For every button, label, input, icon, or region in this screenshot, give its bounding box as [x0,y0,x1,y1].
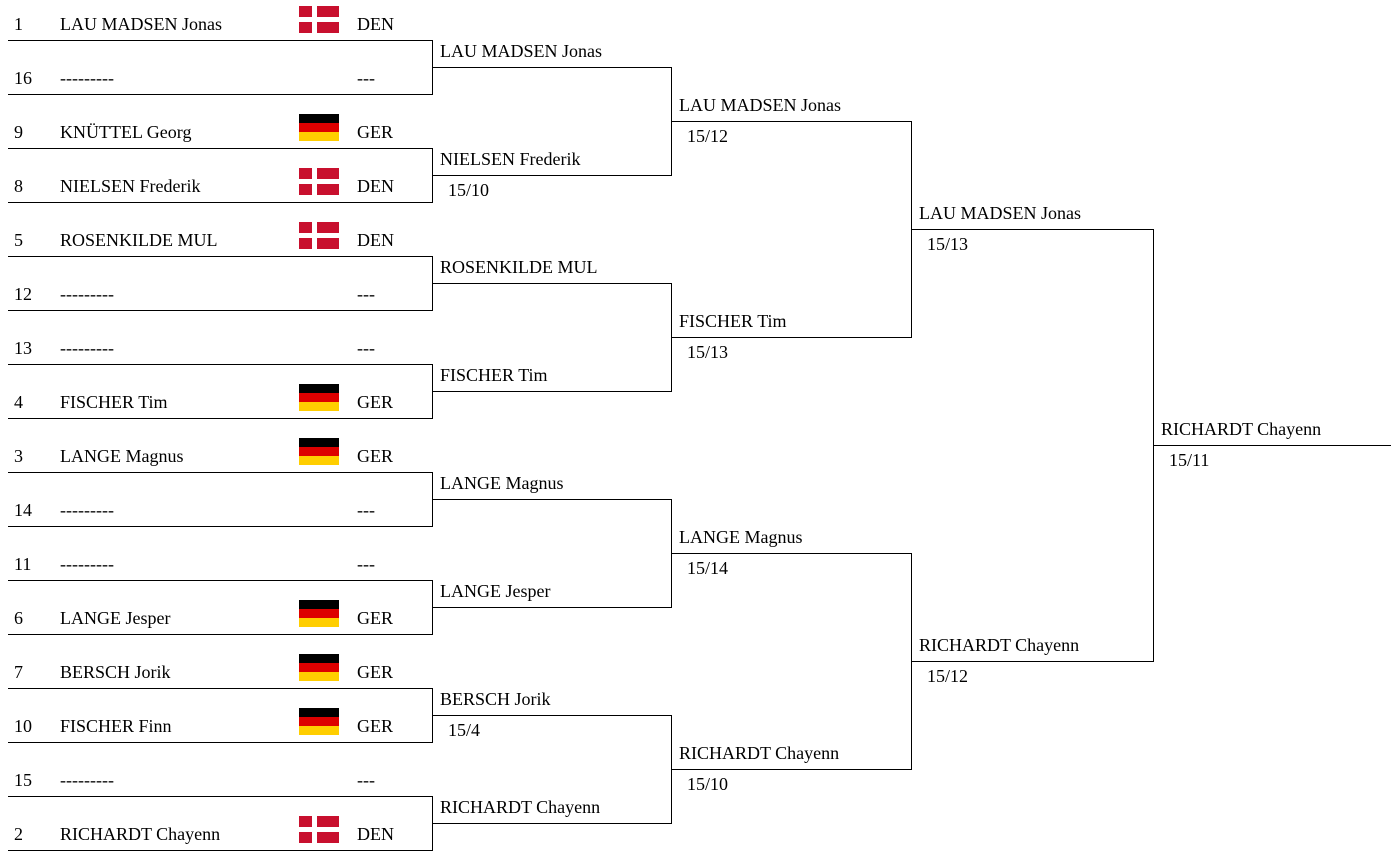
entry-name: KNÜTTEL Georg [60,122,192,142]
entry-country: --- [357,284,375,304]
entry-seed: 15 [14,770,32,790]
denmark-flag-icon [299,168,339,195]
match-winner-name: BERSCH Jorik [440,689,551,709]
entry-name: FISCHER Finn [60,716,172,736]
match-line [432,823,671,824]
entry-line [8,634,432,635]
entry-seed: 12 [14,284,32,304]
denmark-flag-icon [299,816,339,843]
entry-line [8,148,432,149]
match-winner-name: RICHARDT Chayenn [679,743,840,763]
match-score: 15/13 [687,342,729,362]
germany-flag-icon [299,384,339,411]
germany-flag-icon [299,114,339,141]
entry-name: FISCHER Tim [60,392,168,412]
match-winner-name: FISCHER Tim [440,365,548,385]
entry-name: NIELSEN Frederik [60,176,201,196]
entry-line [8,94,432,95]
match-line [671,769,911,770]
match-line [671,337,911,338]
match-line [432,391,671,392]
entry-seed: 6 [14,608,23,628]
entry-line [8,796,432,797]
denmark-flag-icon [299,6,339,33]
entry-name: BERSCH Jorik [60,662,171,682]
match-line [432,175,671,176]
match-score: 15/10 [448,180,490,200]
match-score: 15/4 [448,720,481,740]
entry-country: --- [357,338,375,358]
germany-flag-icon [299,654,339,681]
match-score: 15/10 [687,774,729,794]
match-winner-name: LANGE Jesper [440,581,551,601]
entry-seed: 11 [14,554,32,574]
match-winner-name: ROSENKILDE MUL [440,257,598,277]
entry-name: LANGE Jesper [60,608,171,628]
match-score: 15/11 [1169,450,1210,470]
match-winner-name: LAU MADSEN Jonas [440,41,602,61]
entry-name: LAU MADSEN Jonas [60,14,222,34]
entry-line [8,526,432,527]
match-line [671,553,911,554]
match-winner-name: FISCHER Tim [679,311,787,331]
entry-name: --------- [60,338,114,358]
entry-name: --------- [60,500,114,520]
match-line [432,67,671,68]
match-line [911,661,1153,662]
entry-country: DEN [357,176,394,196]
entry-country: GER [357,122,393,142]
denmark-flag-icon [299,222,339,249]
match-line [432,499,671,500]
entry-name: LANGE Magnus [60,446,184,466]
entry-line [8,202,432,203]
match-winner-name: RICHARDT Chayenn [1161,419,1322,439]
match-line [432,715,671,716]
germany-flag-icon [299,600,339,627]
match-score: 15/13 [927,234,969,254]
entry-seed: 5 [14,230,23,250]
entry-name: --------- [60,554,114,574]
match-line [671,121,911,122]
entry-name: --------- [60,68,114,88]
entry-name: --------- [60,770,114,790]
match-score: 15/12 [687,126,729,146]
entry-line [8,310,432,311]
match-winner-name: LAU MADSEN Jonas [919,203,1081,223]
entry-seed: 9 [14,122,23,142]
entry-country: GER [357,716,393,736]
entry-seed: 13 [14,338,32,358]
match-winner-name: RICHARDT Chayenn [919,635,1080,655]
entry-seed: 2 [14,824,23,844]
entry-seed: 16 [14,68,32,88]
entry-seed: 10 [14,716,32,736]
match-winner-name: LANGE Magnus [440,473,564,493]
match-winner-name: LAU MADSEN Jonas [679,95,841,115]
entry-line [8,742,432,743]
entry-seed: 3 [14,446,23,466]
entry-country: DEN [357,824,394,844]
entry-country: --- [357,554,375,574]
entry-name: --------- [60,284,114,304]
entry-country: GER [357,392,393,412]
entry-country: --- [357,68,375,88]
match-line [432,283,671,284]
match-score: 15/12 [927,666,969,686]
match-winner-name: NIELSEN Frederik [440,149,581,169]
entry-line [8,472,432,473]
entry-seed: 1 [14,14,23,34]
entry-line [8,256,432,257]
entry-line [8,580,432,581]
entry-line [8,418,432,419]
entry-name: ROSENKILDE MUL [60,230,218,250]
entry-country: GER [357,662,393,682]
entry-line [8,40,432,41]
entry-country: GER [357,608,393,628]
entry-line [8,364,432,365]
match-line [911,229,1153,230]
entry-line [8,688,432,689]
entry-country: GER [357,446,393,466]
match-winner-name: LANGE Magnus [679,527,803,547]
match-line [1153,445,1391,446]
germany-flag-icon [299,438,339,465]
entry-country: --- [357,500,375,520]
match-score: 15/14 [687,558,729,578]
entry-seed: 7 [14,662,23,682]
entry-country: DEN [357,14,394,34]
match-winner-name: RICHARDT Chayenn [440,797,601,817]
entry-country: --- [357,770,375,790]
germany-flag-icon [299,708,339,735]
entry-seed: 4 [14,392,23,412]
entry-country: DEN [357,230,394,250]
entry-name: RICHARDT Chayenn [60,824,221,844]
match-line [432,607,671,608]
entry-seed: 8 [14,176,23,196]
entry-seed: 14 [14,500,32,520]
